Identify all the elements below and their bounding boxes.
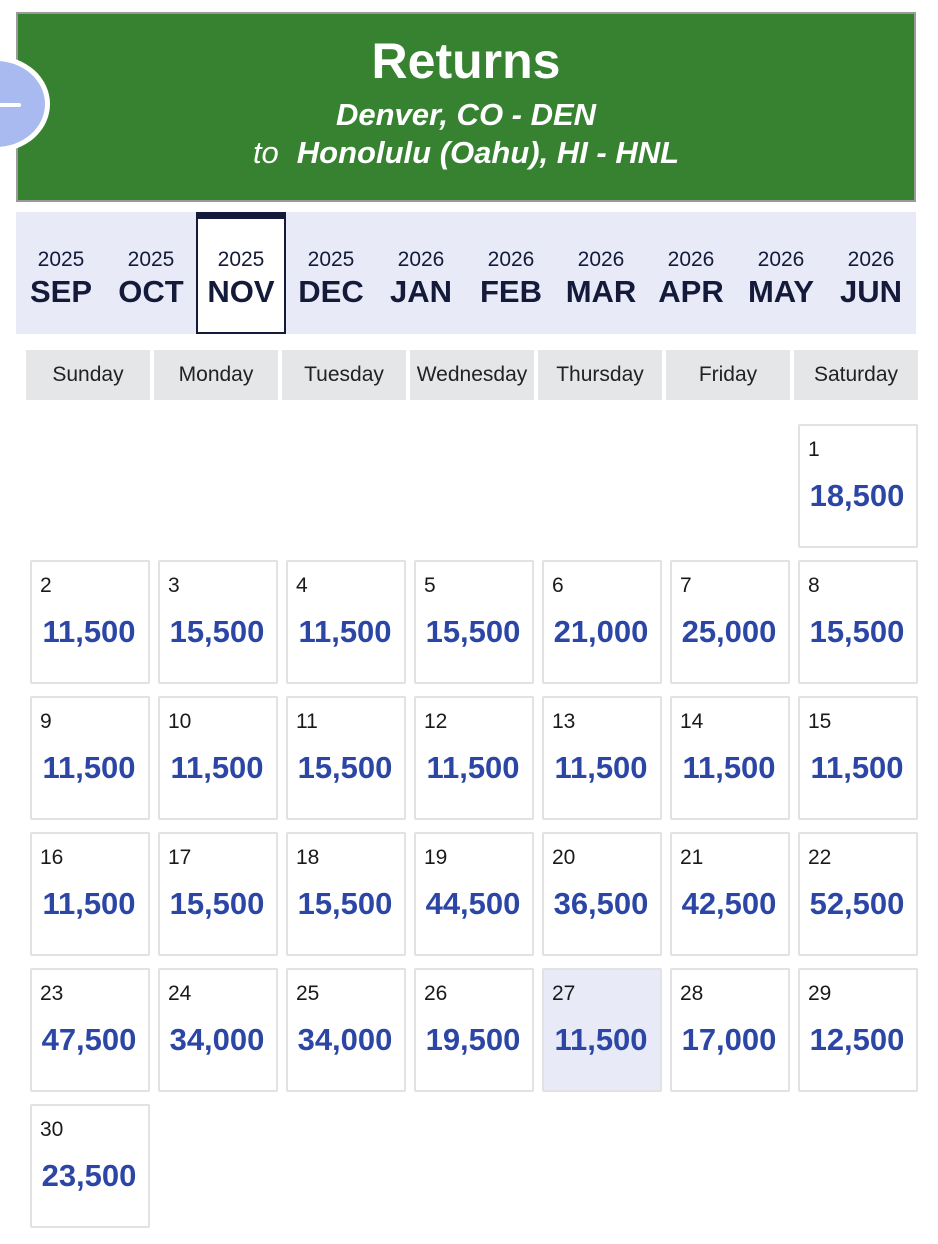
day-number: 14 [680,710,704,733]
day-cell-6[interactable] [542,560,662,684]
day-cell-9[interactable] [30,696,150,820]
day-price: 11,500 [42,614,136,649]
weekday-thursday: Thursday [538,350,662,400]
day-number: 19 [424,846,448,869]
tab-month-jan-2026[interactable] [376,212,466,334]
day-number: 28 [680,982,704,1005]
day-cell-19[interactable] [414,832,534,956]
month-year-label: 2025 [127,248,175,271]
day-price: 11,500 [298,614,392,649]
day-number: 5 [424,574,436,597]
day-cell-4[interactable] [286,560,406,684]
day-cell-22[interactable] [798,832,918,956]
day-number: 9 [40,710,52,733]
day-price: 42,500 [681,886,777,921]
day-cell-7[interactable] [670,560,790,684]
weekday-monday: Monday [154,350,278,400]
day-cell-8[interactable] [798,560,918,684]
month-name-label: JAN [389,274,452,309]
day-cell-11[interactable] [286,696,406,820]
day-number: 24 [168,982,192,1005]
month-year-label: 2025 [217,248,265,271]
day-number: 20 [552,846,576,869]
month-name-label: NOV [207,274,275,309]
day-cell-15[interactable] [798,696,918,820]
day-price: 17,000 [681,1022,777,1057]
weekday-friday: Friday [666,350,790,400]
day-number: 25 [296,982,320,1005]
day-number: 30 [40,1118,64,1141]
header-banner [16,12,916,202]
page-title: Returns [371,33,561,89]
day-cell-26[interactable] [414,968,534,1092]
day-price: 15,500 [169,614,265,649]
tab-month-jun-2026[interactable] [826,212,916,334]
month-year-label: 2026 [487,248,535,271]
tab-month-may-2026[interactable] [736,212,826,334]
day-number: 16 [40,846,64,869]
day-price: 15,500 [297,886,393,921]
day-cell-29[interactable] [798,968,918,1092]
month-selector [16,212,916,334]
day-price: 11,500 [426,750,520,785]
day-cell-2[interactable] [30,560,150,684]
day-number: 17 [168,846,192,869]
day-price: 11,500 [42,750,136,785]
day-price: 11,500 [554,750,648,785]
month-year-label: 2025 [307,248,355,271]
day-cell-3[interactable] [158,560,278,684]
destination-line [18,134,914,171]
to-label: to [252,135,279,170]
day-cell-18[interactable] [286,832,406,956]
day-cell-30[interactable] [30,1104,150,1228]
day-cell-21[interactable] [670,832,790,956]
month-name-label: APR [658,274,724,309]
month-name-label: DEC [298,274,364,309]
day-price: 19,500 [425,1022,521,1057]
day-cell-25[interactable] [286,968,406,1092]
tab-month-sep-2025[interactable] [16,212,106,334]
day-price: 34,000 [169,1022,265,1057]
tab-month-mar-2026[interactable] [556,212,646,334]
day-price: 11,500 [682,750,776,785]
minus-icon [0,103,21,107]
day-number: 8 [808,574,820,597]
day-price: 11,500 [810,750,904,785]
tab-month-apr-2026[interactable] [646,212,736,334]
day-cell-5[interactable] [414,560,534,684]
day-price: 15,500 [169,886,265,921]
day-number: 2 [40,574,52,597]
month-name-label: JUN [839,274,902,309]
day-number: 13 [552,710,576,733]
month-name-label: MAY [747,274,815,309]
day-cell-28[interactable] [670,968,790,1092]
day-price: 18,500 [809,478,905,513]
day-number: 3 [168,574,180,597]
month-year-label: 2025 [37,248,85,271]
day-price: 15,500 [297,750,393,785]
tab-month-oct-2025[interactable] [106,212,196,334]
day-price: 15,500 [425,614,521,649]
day-price: 11,500 [170,750,264,785]
day-number: 21 [680,846,704,869]
day-cell-13[interactable] [542,696,662,820]
day-cell-20[interactable] [542,832,662,956]
day-cell-24[interactable] [158,968,278,1092]
day-price: 25,000 [681,614,777,649]
month-name-label: FEB [480,274,542,309]
month-year-label: 2026 [577,248,625,271]
tab-month-nov-2025[interactable] [196,212,286,334]
day-cell-12[interactable] [414,696,534,820]
day-number: 10 [168,710,192,733]
origin-label: Denver, CO - DEN [335,97,597,132]
day-number: 1 [808,438,820,461]
month-name-label: MAR [565,274,637,309]
tab-month-feb-2026[interactable] [466,212,556,334]
day-price: 21,000 [553,614,649,649]
month-year-label: 2026 [667,248,715,271]
month-name-label: SEP [29,274,93,309]
day-number: 18 [296,846,320,869]
day-price: 23,500 [41,1158,137,1193]
weekday-header [26,350,918,400]
day-cell-10[interactable] [158,696,278,820]
month-name-label: OCT [118,274,184,309]
day-price: 52,500 [809,886,905,921]
month-year-label: 2026 [397,248,445,271]
weekday-saturday: Saturday [794,350,918,400]
day-cell-1[interactable] [798,424,918,548]
month-year-label: 2026 [757,248,805,271]
day-price: 34,000 [297,1022,393,1057]
day-cell-17[interactable] [158,832,278,956]
day-cell-23[interactable] [30,968,150,1092]
weekday-sunday: Sunday [26,350,150,400]
day-number: 7 [680,574,692,597]
day-price: 36,500 [553,886,649,921]
day-price: 11,500 [42,886,136,921]
day-number: 11 [296,710,318,733]
day-number: 29 [808,982,832,1005]
tab-month-dec-2025[interactable] [286,212,376,334]
day-number: 23 [40,982,64,1005]
day-number: 6 [552,574,564,597]
month-year-label: 2026 [847,248,895,271]
day-number: 15 [808,710,832,733]
weekday-wednesday: Wednesday [410,350,534,400]
destination-label: Honolulu (Oahu), HI - HNL [296,135,680,170]
day-cell-14[interactable] [670,696,790,820]
day-price: 11,500 [554,1022,648,1057]
day-number: 22 [808,846,832,869]
day-number: 4 [296,574,308,597]
day-number: 26 [424,982,448,1005]
day-price: 15,500 [809,614,905,649]
day-price: 47,500 [41,1022,137,1057]
weekday-tuesday: Tuesday [282,350,406,400]
day-price: 44,500 [425,886,521,921]
day-cell-27[interactable] [542,968,662,1092]
day-number: 27 [552,982,576,1005]
day-number: 12 [424,710,448,733]
day-price: 12,500 [809,1022,905,1057]
day-cell-16[interactable] [30,832,150,956]
